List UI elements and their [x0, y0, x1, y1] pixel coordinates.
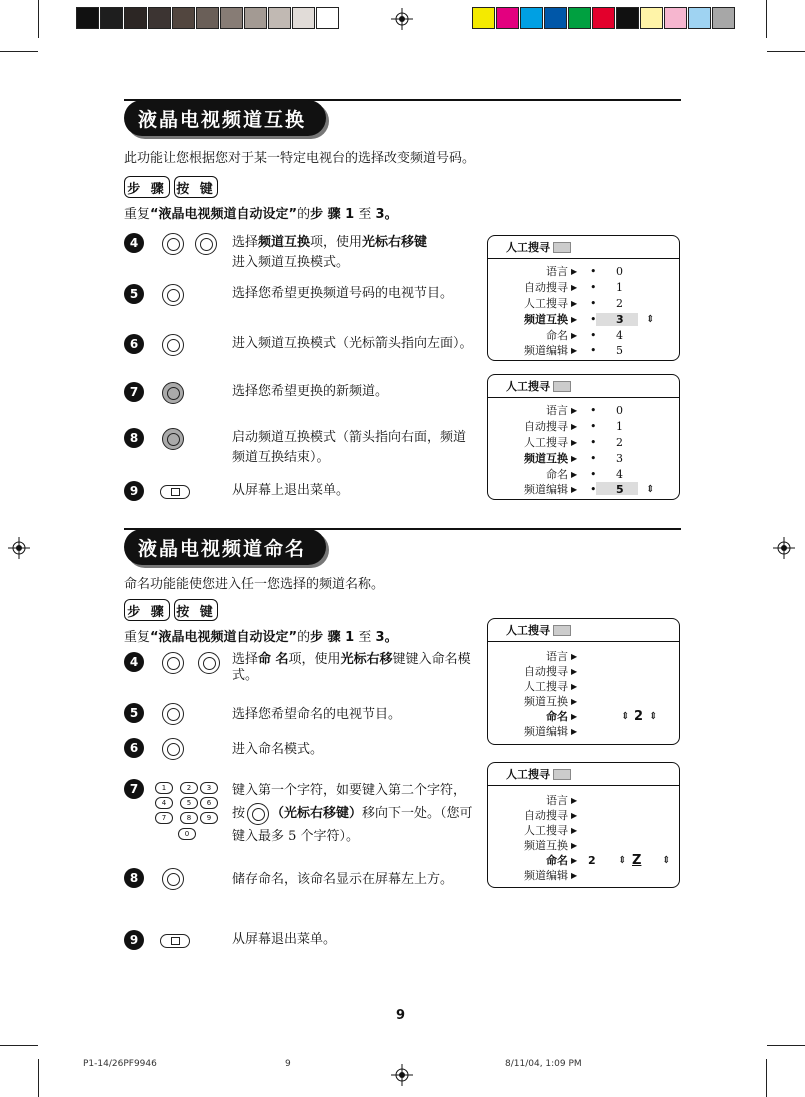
menu-label: 语言 — [546, 265, 568, 278]
repeat-instruction — [124, 206, 398, 224]
up-down-icon: ⇕ — [621, 711, 630, 722]
menu-value: 2 — [616, 297, 623, 310]
cursor-button-icon — [162, 233, 184, 255]
registration-mark-icon — [391, 8, 413, 30]
step-number: 8 — [124, 428, 144, 448]
color-swatch — [472, 7, 495, 29]
arrow-right-icon: ▶ — [571, 871, 578, 880]
color-swatch — [520, 7, 543, 29]
menu-header — [488, 375, 679, 398]
arrow-right-icon: ▶ — [571, 826, 578, 835]
keypad-key: 1 — [155, 782, 173, 794]
menu-row — [488, 793, 678, 808]
bullet-icon: • — [590, 404, 597, 417]
bullet-icon: • — [590, 281, 597, 294]
menu-header — [488, 763, 679, 786]
intro-text: 命名功能能使您进入任一您选择的频道名称。 — [124, 577, 385, 592]
arrow-right-icon: ▶ — [571, 331, 578, 340]
arrow-right-icon: ▶ — [571, 422, 578, 431]
arrow-right-icon: ▶ — [571, 682, 578, 691]
menu-label: 命名 — [546, 329, 568, 342]
step-number: 9 — [124, 481, 144, 501]
menu-value: 5 — [616, 483, 624, 496]
menu-panel — [487, 374, 680, 500]
tv-icon — [553, 381, 571, 392]
menu-value: 2 — [634, 709, 644, 724]
menu-row-selected — [488, 312, 678, 327]
menu-value: 4 — [616, 468, 623, 481]
arrow-right-icon: ▶ — [571, 796, 578, 805]
registration-mark-icon — [773, 537, 795, 559]
steps-tag: 步 骤 — [124, 599, 170, 621]
footer-file: P1-14/26PF9946 — [83, 1059, 157, 1069]
step-text-part: 键键入命名模式。 — [232, 652, 471, 683]
menu-value: 3 — [616, 313, 624, 326]
bullet-icon: • — [590, 313, 597, 326]
cursor-button-icon — [198, 652, 220, 674]
menu-value: 3 — [616, 452, 623, 465]
menu-value: 1 — [616, 281, 623, 294]
repeat-bold: “液晶电视频道自动设定” — [150, 630, 298, 645]
arrow-right-icon: ▶ — [571, 712, 578, 721]
arrow-right-icon: ▶ — [571, 652, 578, 661]
arrow-right-icon: ▶ — [571, 856, 578, 865]
step-text: 选择您希望命名的电视节目。 — [232, 707, 402, 722]
menu-label: 命名 — [546, 710, 568, 723]
crop-mark — [38, 1059, 39, 1097]
menu-label: 频道互换 — [524, 313, 568, 326]
cursor-button-icon — [162, 703, 184, 725]
cursor-button-icon — [162, 738, 184, 760]
step-text: 从屏幕上退出菜单。 — [232, 483, 350, 498]
menu-label: 语言 — [546, 650, 568, 663]
arrow-right-icon: ▶ — [571, 438, 578, 447]
menu-row — [488, 343, 678, 358]
menu-button-icon — [160, 485, 190, 499]
crop-mark — [38, 0, 39, 38]
color-swatch — [76, 7, 99, 29]
footer-page: 9 — [285, 1059, 291, 1069]
arrow-right-icon: ▶ — [571, 485, 578, 494]
keypad-key: 0 — [178, 828, 196, 840]
menu-label: 命名 — [546, 854, 568, 867]
menu-row — [488, 467, 678, 482]
step-number: 5 — [124, 703, 144, 723]
step-number: 6 — [124, 334, 144, 354]
up-down-icon: ⇕ — [649, 711, 658, 722]
menu-label: 频道编辑 — [524, 869, 568, 882]
keypad-key: 5 — [180, 797, 198, 809]
cursor-button-icon — [162, 284, 184, 306]
bullet-icon: • — [590, 329, 597, 342]
step-number: 7 — [124, 382, 144, 402]
step-number: 6 — [124, 738, 144, 758]
color-swatch — [100, 7, 123, 29]
menu-value: 0 — [616, 404, 623, 417]
arrow-right-icon: ▶ — [571, 697, 578, 706]
color-swatch — [568, 7, 591, 29]
menu-label: 自动搜寻 — [524, 281, 568, 294]
crop-mark — [0, 1045, 38, 1046]
page-number: 9 — [396, 1008, 406, 1023]
color-swatch — [196, 7, 219, 29]
repeat-mid: 的 — [297, 630, 311, 645]
up-down-icon: ⇕ — [646, 314, 655, 325]
menu-value: 4 — [616, 329, 623, 342]
crop-mark — [766, 0, 767, 38]
color-swatch — [244, 7, 267, 29]
menu-value: 2 — [616, 436, 623, 449]
arrow-right-icon: ▶ — [571, 299, 578, 308]
arrow-right-icon: ▶ — [571, 454, 578, 463]
menu-row — [488, 482, 678, 497]
menu-row — [488, 328, 678, 343]
menu-panel — [487, 618, 680, 745]
color-swatch — [496, 7, 519, 29]
step-text: 从屏幕退出菜单。 — [232, 932, 337, 947]
keypad-key: 8 — [180, 812, 198, 824]
arrow-right-icon: ▶ — [571, 406, 578, 415]
step-text-part: 键入第一个字符，如要键入第二个字符，按 — [232, 783, 467, 821]
menu-row-selected — [488, 709, 678, 724]
step-text: 进入命名模式。 — [232, 742, 324, 757]
tv-icon — [553, 625, 571, 636]
menu-value: 1 — [616, 420, 623, 433]
color-swatch — [616, 7, 639, 29]
menu-row — [488, 724, 678, 739]
cursor-button-icon — [247, 803, 269, 825]
bullet-icon: • — [590, 452, 597, 465]
repeat-end: 3。 — [375, 630, 398, 645]
step-text — [232, 233, 477, 273]
color-swatch — [592, 7, 615, 29]
arrow-right-icon: ▶ — [571, 470, 578, 479]
crop-mark — [766, 1059, 767, 1097]
color-swatch — [712, 7, 735, 29]
menu-label: 频道互换 — [524, 452, 568, 465]
step-number: 4 — [124, 652, 144, 672]
color-swatch — [268, 7, 291, 29]
arrow-right-icon: ▶ — [571, 315, 578, 324]
registration-mark-icon — [391, 1064, 413, 1086]
arrow-right-icon: ▶ — [571, 727, 578, 736]
menu-row — [488, 419, 678, 434]
color-swatch — [172, 7, 195, 29]
tv-icon — [553, 242, 571, 253]
menu-row — [488, 838, 678, 853]
menu-row — [488, 403, 678, 418]
step-text-bold: 光标右移 — [340, 652, 393, 667]
step-number: 9 — [124, 930, 144, 950]
cursor-button-icon — [195, 233, 217, 255]
color-swatch — [664, 7, 687, 29]
step-text-part: 选择 — [232, 235, 259, 250]
repeat-step: 步 骤 1 — [310, 207, 355, 222]
menu-label: 人工搜寻 — [524, 297, 568, 310]
menu-panel — [487, 762, 680, 888]
bullet-icon: • — [590, 483, 597, 496]
menu-row — [488, 649, 678, 664]
menu-row — [488, 664, 678, 679]
crop-mark — [767, 51, 805, 52]
menu-row-selected — [488, 853, 678, 868]
color-swatch — [316, 7, 339, 29]
menu-label: 语言 — [546, 794, 568, 807]
step-text-bold: 光标右移键 — [362, 235, 428, 250]
menu-label: 人工搜寻 — [524, 824, 568, 837]
step-text: 启动频道互换模式（箭头指向右面，频道频道互换结束）。 — [232, 430, 467, 465]
step-text: 选择您希望更换的新频道。 — [232, 384, 389, 399]
menu-button-icon — [160, 934, 190, 948]
repeat-pre: 重复 — [124, 630, 151, 645]
menu-label: 命名 — [546, 468, 568, 481]
menu-title: 人工搜寻 — [506, 624, 550, 637]
menu-value: 0 — [616, 265, 623, 278]
step-text: 储存命名，该命名显示在屏幕左上方。 — [232, 872, 454, 887]
menu-label: 频道互换 — [524, 839, 568, 852]
arrow-right-icon: ▶ — [571, 283, 578, 292]
menu-label: 语言 — [546, 404, 568, 417]
step-text: 进入频道互换模式（光标箭头指向左面）。 — [232, 336, 473, 351]
bullet-icon: • — [590, 468, 597, 481]
section-title: 液晶电视频道命名 — [124, 529, 326, 565]
repeat-mid: 的 — [297, 207, 311, 222]
bullet-icon: • — [590, 297, 597, 310]
menu-row — [488, 823, 678, 838]
menu-header — [488, 619, 679, 642]
step-number: 8 — [124, 868, 144, 888]
menu-label: 自动搜寻 — [524, 809, 568, 822]
step-number: 5 — [124, 284, 144, 304]
cursor-button-icon — [162, 382, 184, 404]
footer-date: 8/11/04, 1:09 PM — [505, 1059, 582, 1069]
color-swatch — [292, 7, 315, 29]
repeat-end: 3。 — [375, 207, 398, 222]
menu-row — [488, 808, 678, 823]
crop-mark — [767, 1045, 805, 1046]
menu-title: 人工搜寻 — [506, 241, 550, 254]
menu-char: Z — [632, 853, 642, 868]
repeat-bold: “液晶电视频道自动设定” — [150, 207, 298, 222]
keypad-key: 9 — [200, 812, 218, 824]
arrow-right-icon: ▶ — [571, 667, 578, 676]
menu-label: 自动搜寻 — [524, 420, 568, 433]
color-swatch — [124, 7, 147, 29]
steps-tag: 步 骤 — [124, 176, 170, 198]
color-swatch — [220, 7, 243, 29]
tv-icon — [553, 769, 571, 780]
cursor-button-icon — [162, 868, 184, 890]
menu-title: 人工搜寻 — [506, 768, 550, 781]
step-text-part: 进入频道互换模式。 — [232, 255, 350, 270]
intro-text: 此功能让您根据您对于某一特定电视台的选择改变频道号码。 — [124, 151, 476, 166]
cursor-button-icon — [162, 334, 184, 356]
step-text-part: 移向下一处。（您可键入最多 5 个字符）。 — [232, 806, 473, 844]
up-down-icon: ⇕ — [662, 855, 671, 866]
menu-header — [488, 236, 679, 259]
keypad-key: 6 — [200, 797, 218, 809]
menu-value: 2 — [588, 854, 596, 867]
repeat-step: 步 骤 1 — [310, 630, 355, 645]
keypad-key: 2 — [180, 782, 198, 794]
menu-row-selected — [488, 451, 678, 466]
menu-row — [488, 435, 678, 450]
step-text-bold: 频道互换 — [258, 235, 311, 250]
section-title: 液晶电视频道互换 — [124, 100, 326, 136]
step-text: 选择您希望更换频道号码的电视节目。 — [232, 286, 454, 301]
step-text — [232, 779, 477, 848]
step-text-bold: 命 名 — [258, 652, 289, 667]
cursor-button-icon — [162, 428, 184, 450]
bullet-icon: • — [590, 436, 597, 449]
menu-panel — [487, 235, 680, 361]
up-down-icon: ⇕ — [646, 484, 655, 495]
repeat-to: 至 — [358, 630, 372, 645]
bullet-icon: • — [590, 265, 597, 278]
arrow-right-icon: ▶ — [571, 267, 578, 276]
keys-tag: 按 键 — [174, 176, 218, 198]
cursor-button-icon — [162, 652, 184, 674]
registration-mark-icon — [8, 537, 30, 559]
menu-label: 自动搜寻 — [524, 665, 568, 678]
keys-tag: 按 键 — [174, 599, 218, 621]
menu-title: 人工搜寻 — [506, 380, 550, 393]
menu-row — [488, 280, 678, 295]
menu-label: 频道互换 — [524, 695, 568, 708]
color-swatch — [640, 7, 663, 29]
keypad-key: 3 — [200, 782, 218, 794]
arrow-right-icon: ▶ — [571, 346, 578, 355]
bullet-icon: • — [590, 344, 597, 357]
menu-row — [488, 679, 678, 694]
menu-value: 5 — [616, 344, 623, 357]
color-swatch — [148, 7, 171, 29]
menu-label: 人工搜寻 — [524, 436, 568, 449]
step-text-part: 选择 — [232, 652, 259, 667]
step-text-part: 项，使用 — [310, 235, 363, 250]
menu-label: 频道编辑 — [524, 725, 568, 738]
step-text-part: 项，使用 — [288, 652, 341, 667]
keypad-key: 7 — [155, 812, 173, 824]
color-swatch — [544, 7, 567, 29]
menu-label: 人工搜寻 — [524, 680, 568, 693]
repeat-to: 至 — [358, 207, 372, 222]
menu-label: 频道编辑 — [524, 483, 568, 496]
menu-row — [488, 296, 678, 311]
color-swatch — [688, 7, 711, 29]
arrow-right-icon: ▶ — [571, 811, 578, 820]
up-down-icon: ⇕ — [618, 855, 627, 866]
keypad-key: 4 — [155, 797, 173, 809]
menu-label: 频道编辑 — [524, 344, 568, 357]
step-text — [232, 652, 477, 684]
step-number: 7 — [124, 779, 144, 799]
menu-row — [488, 694, 678, 709]
bullet-icon: • — [590, 420, 597, 433]
crop-mark — [0, 51, 38, 52]
repeat-instruction — [124, 629, 398, 647]
repeat-pre: 重复 — [124, 207, 151, 222]
step-number: 4 — [124, 233, 144, 253]
menu-row — [488, 868, 678, 883]
arrow-right-icon: ▶ — [571, 841, 578, 850]
menu-row — [488, 264, 678, 279]
step-text-bold: （光标右移键） — [271, 806, 363, 821]
